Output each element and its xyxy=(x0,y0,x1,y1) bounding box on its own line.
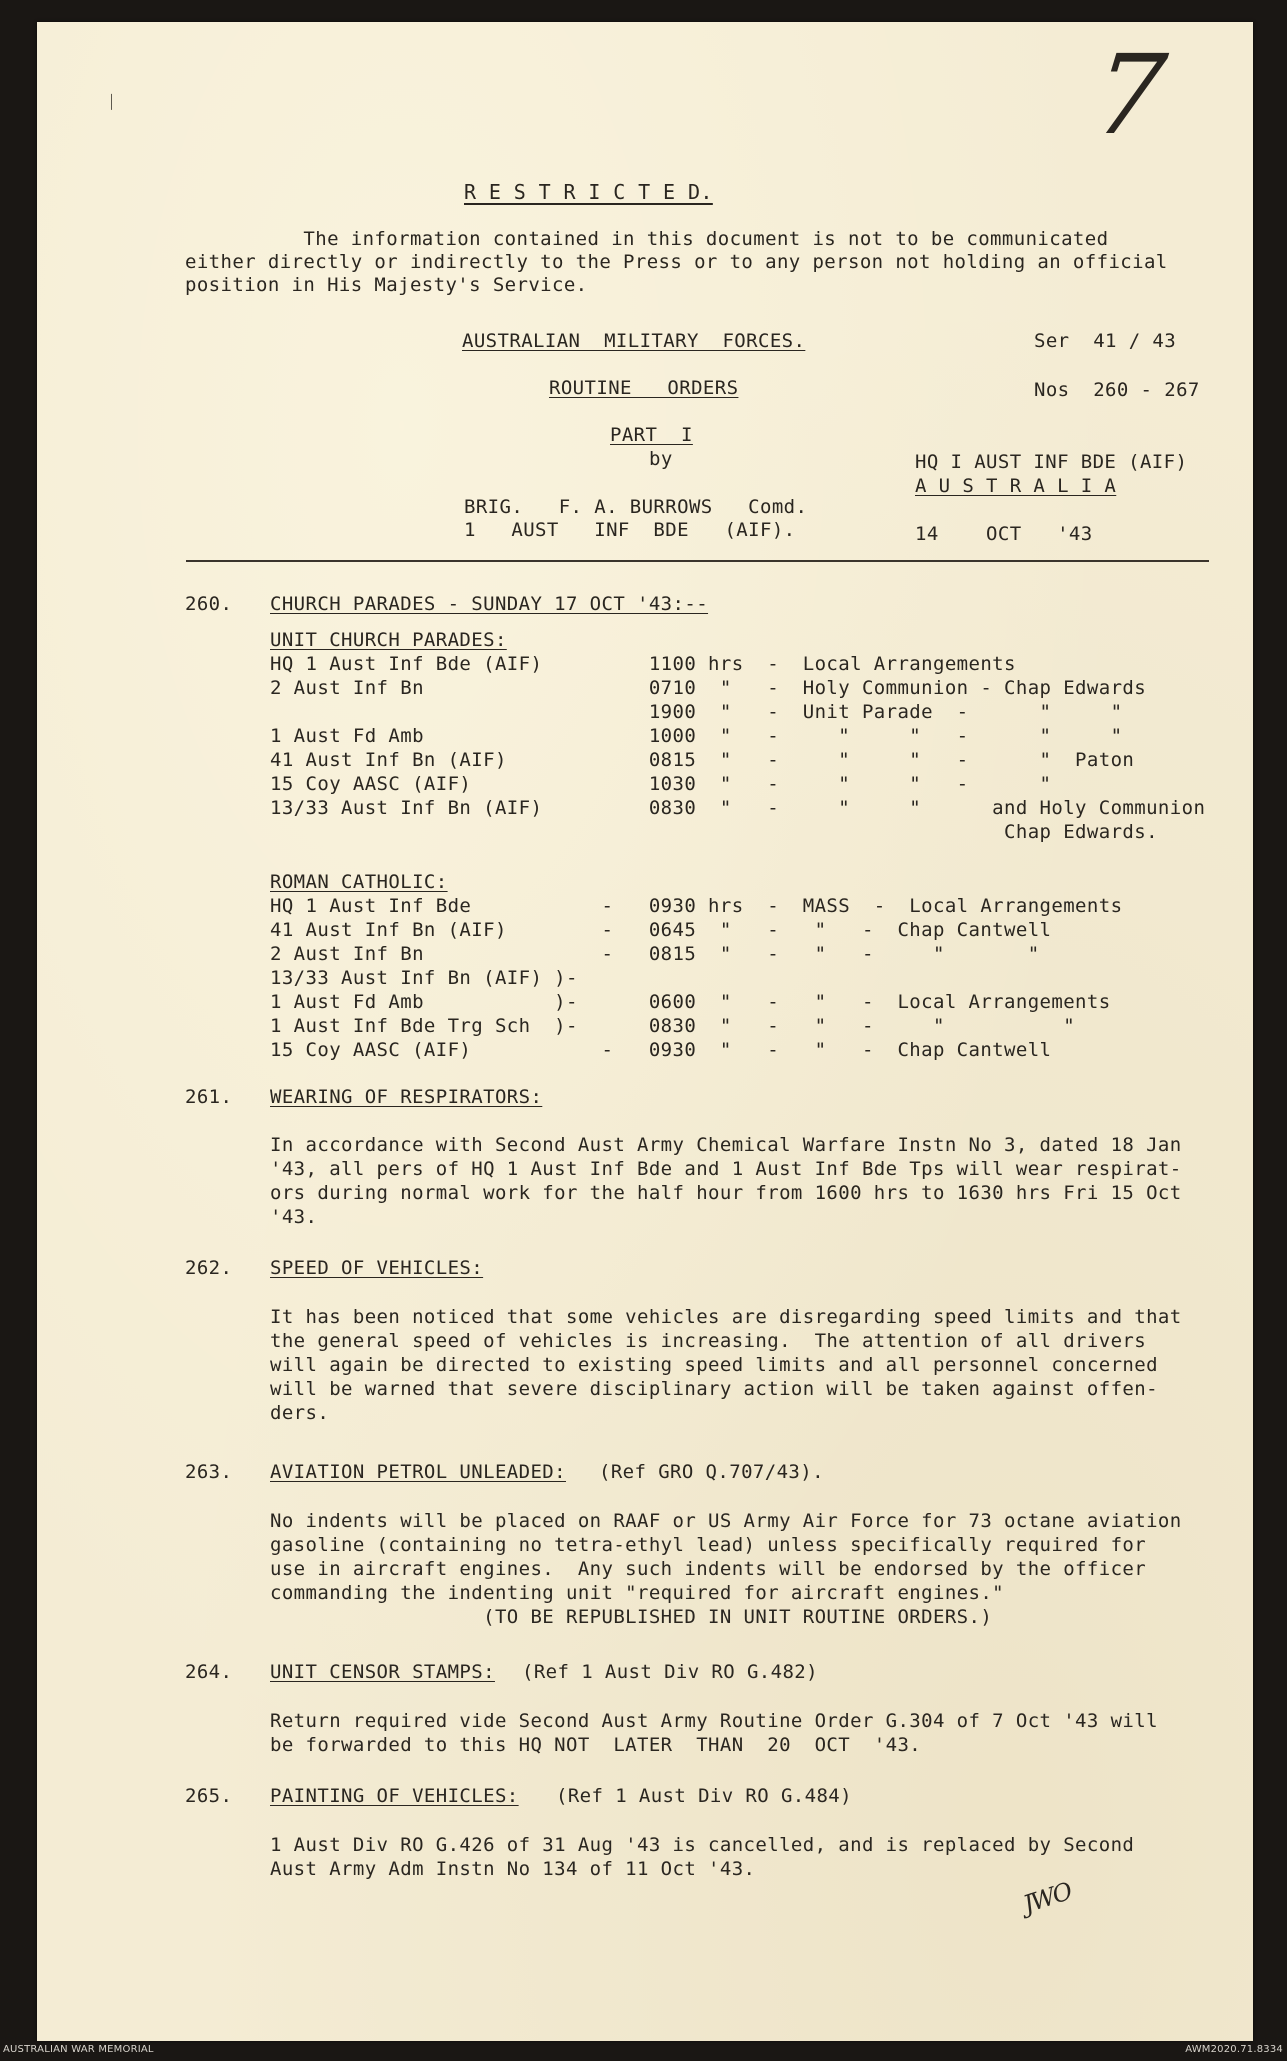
part-label: PART I xyxy=(610,424,693,446)
hq-label: HQ I AUST INF BDE (AIF) xyxy=(915,451,1188,473)
unit-row: HQ 1 Aust Inf Bde (AIF) 1100 hrs - Local Arrangements xyxy=(270,653,1016,675)
order-date: 14 OCT '43 xyxy=(915,523,1093,545)
rc-row: 13/33 Aust Inf Bn (AIF) )- xyxy=(270,967,578,989)
unit-row: Chap Edwards. xyxy=(270,821,1158,843)
rc-row: HQ 1 Aust Inf Bde - 0930 hrs - MASS - Local Arrangements xyxy=(270,895,1123,917)
item-263-title: AVIATION PETROL UNLEADED: xyxy=(270,1461,566,1483)
unit-row: 13/33 Aust Inf Bn (AIF) 0830 " - " " and Holy Communion xyxy=(270,797,1206,819)
footer-institution: AUSTRALIAN WAR MEMORIAL xyxy=(3,2044,154,2055)
item-261-number: 261. xyxy=(185,1086,233,1108)
paragraph-line: gasoline (containing no tetra-ethyl lead) unless specifically required for xyxy=(270,1534,1147,1556)
paragraph-line: (TO BE REPUBLISHED IN UNIT ROUTINE ORDERS.) xyxy=(270,1606,993,1628)
restricted-title: R E S T R I C T E D. xyxy=(464,180,713,204)
paragraph-line: be forwarded to this HQ NOT LATER THAN 20 OCT '43. xyxy=(270,1734,922,1756)
country-label: A U S T R A L I A xyxy=(915,475,1117,497)
folio-number: 7 xyxy=(1088,31,1172,159)
commander-line-1: BRIG. F. A. BURROWS Comd. xyxy=(464,496,808,518)
document-page xyxy=(37,22,1253,2041)
unit-row: 2 Aust Inf Bn 0710 " - Holy Communion - Chap Edwards xyxy=(270,677,1147,699)
paragraph-line: use in aircraft engines. Any such indents will be endorsed by the officer xyxy=(270,1558,1147,1580)
rc-row: 15 Coy AASC (AIF) - 0930 " - " - Chap Cantwell xyxy=(270,1039,1052,1061)
footer-accession: AWM2020.71.8334 xyxy=(1185,2044,1283,2055)
rc-row: 2 Aust Inf Bn - 0815 " - " - " " xyxy=(270,943,1040,965)
item-263-number: 263. xyxy=(185,1461,233,1483)
item-264-title: UNIT CENSOR STAMPS: xyxy=(270,1661,495,1683)
unit-row: 1 Aust Fd Amb 1000 " - " " - " " xyxy=(270,725,1123,747)
header-divider xyxy=(186,560,1209,562)
unit-row: 1900 " - Unit Parade - " " xyxy=(270,701,1123,723)
notice-line-3: position in His Majesty's Service. xyxy=(185,274,588,296)
paragraph-line: No indents will be placed on RAAF or US Army Air Force for 73 octane aviation xyxy=(270,1510,1182,1532)
paragraph-line: the general speed of vehicles is increasing. The attention of all drivers xyxy=(270,1330,1147,1352)
orders-title: ROUTINE ORDERS xyxy=(549,377,739,399)
paragraph-line: ors during normal work for the half hour from 1600 hrs to 1630 hrs Fri 15 Oct xyxy=(270,1182,1182,1204)
paragraph-line: '43, all pers of HQ 1 Aust Inf Bde and 1 Aust Inf Bde Tps will wear respirat- xyxy=(270,1158,1182,1180)
order-numbers: Nos 260 - 267 xyxy=(1034,379,1200,401)
item-260-number: 260. xyxy=(185,593,233,615)
item-261-title: WEARING OF RESPIRATORS: xyxy=(270,1086,543,1108)
by-label: by xyxy=(649,448,673,470)
unit-row: 41 Aust Inf Bn (AIF) 0815 " - " " - " Paton xyxy=(270,749,1135,771)
unit-row: 15 Coy AASC (AIF) 1030 " - " " - " xyxy=(270,773,1052,795)
rc-row: 41 Aust Inf Bn (AIF) - 0645 " - " - Chap Cantwell xyxy=(270,919,1052,941)
notice-line-1: The information contained in this document is not to be communicated xyxy=(185,228,1109,250)
serial-number: Ser 41 / 43 xyxy=(1034,330,1177,352)
handwritten-initials: JWO xyxy=(1019,1877,1075,1919)
notice-line-2: either directly or indirectly to the Press or to any person not holding an official xyxy=(185,251,1168,273)
unit-church-heading: UNIT CHURCH PARADES: xyxy=(270,629,507,651)
item-265-title: PAINTING OF VEHICLES: xyxy=(270,1785,519,1807)
margin-mark: ᛁ xyxy=(106,92,117,113)
item-265-number: 265. xyxy=(185,1785,233,1807)
rc-row: 1 Aust Fd Amb )- 0600 " - " - Local Arrangements xyxy=(270,991,1111,1013)
paragraph-line: will be warned that severe disciplinary action will be taken against offen- xyxy=(270,1378,1158,1400)
paragraph-line: In accordance with Second Aust Army Chemical Warfare Instn No 3, dated 18 Jan xyxy=(270,1134,1182,1156)
rc-row: 1 Aust Inf Bde Trg Sch )- 0830 " - " - " " xyxy=(270,1015,1076,1037)
paragraph-line: Aust Army Adm Instn No 134 of 11 Oct '43. xyxy=(270,1858,756,1880)
item-260-title: CHURCH PARADES - SUNDAY 17 OCT '43:-- xyxy=(270,593,709,615)
roman-catholic-heading: ROMAN CATHOLIC: xyxy=(270,871,448,893)
paragraph-line: Return required vide Second Aust Army Routine Order G.304 of 7 Oct '43 will xyxy=(270,1710,1158,1732)
item-262-number: 262. xyxy=(185,1257,233,1279)
paragraph-line: 1 Aust Div RO G.426 of 31 Aug '43 is cancelled, and is replaced by Second xyxy=(270,1834,1135,1856)
commander-line-2: 1 AUST INF BDE (AIF). xyxy=(464,519,796,541)
force-title: AUSTRALIAN MILITARY FORCES. xyxy=(462,330,806,352)
item-262-title: SPEED OF VEHICLES: xyxy=(270,1257,484,1279)
item-264-reference: (Ref 1 Aust Div RO G.482) xyxy=(522,1661,818,1683)
paragraph-line: ders. xyxy=(270,1402,330,1424)
paragraph-line: will again be directed to existing speed limits and all personnel concerned xyxy=(270,1354,1158,1376)
item-264-number: 264. xyxy=(185,1661,233,1683)
item-265-reference: (Ref 1 Aust Div RO G.484) xyxy=(556,1785,852,1807)
paragraph-line: commanding the indenting unit "required for aircraft engines." xyxy=(270,1582,1005,1604)
paragraph-line: It has been noticed that some vehicles are disregarding speed limits and that xyxy=(270,1306,1182,1328)
item-263-reference: (Ref GRO Q.707/43). xyxy=(599,1461,824,1483)
paragraph-line: '43. xyxy=(270,1206,318,1228)
